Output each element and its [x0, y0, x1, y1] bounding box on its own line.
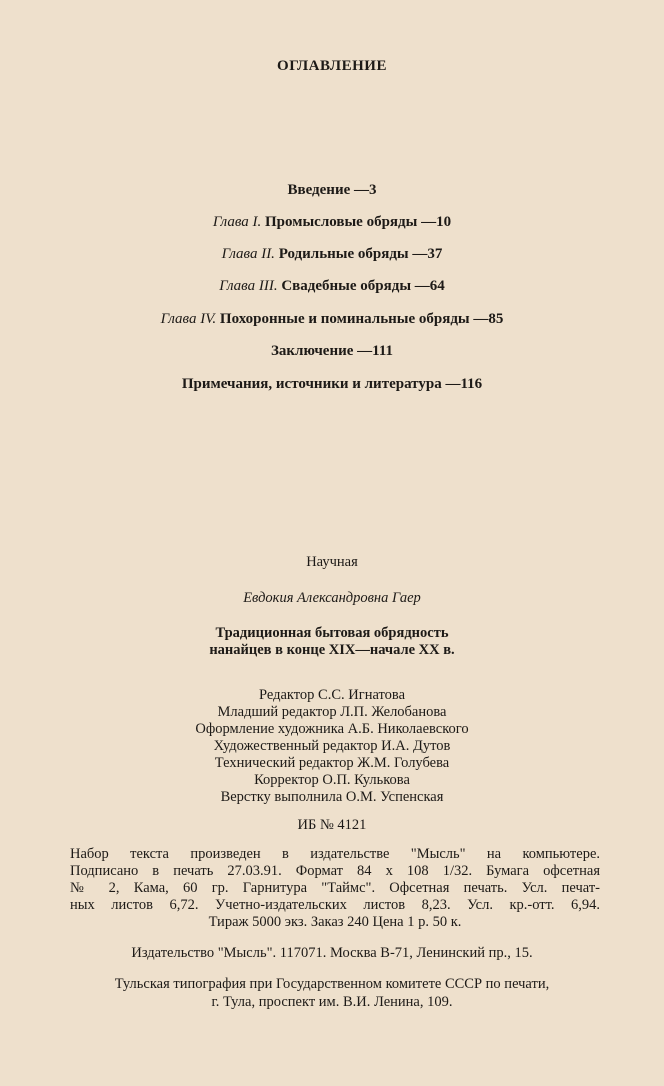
toc-chapter: Глава III. [219, 278, 278, 294]
book-title-line: Традиционная бытовая обрядность [215, 625, 449, 641]
credit-line: Оформление художника А.Б. Николаевского [195, 721, 469, 737]
book-title-line: нанайцев в конце XIX—начале XX в. [209, 642, 455, 658]
toc-title: ОГЛАВЛЕНИЕ [277, 58, 387, 74]
toc-chapter: Глава I. [212, 214, 262, 230]
printer-line: г. Тула, проспект им. В.И. Ленина, 109. [211, 994, 453, 1010]
credit-line: Редактор С.С. Игнатова [259, 687, 405, 703]
toc-entry [0, 343, 664, 360]
print-detail-line: Набор текста произведен в издательстве "Мысль" на компьютере. [70, 846, 600, 862]
toc-chapter: Глава IV. [160, 311, 217, 327]
toc-text: Родильные обряды —37 [278, 246, 443, 262]
publisher-address: Издательство "Мысль". 117071. Москва В-71, Ленинский пр., 15. [131, 945, 533, 961]
print-detail-line: Тираж 5000 экз. Заказ 240 Цена 1 р. 50 к. [208, 914, 462, 930]
toc-chapter: Глава II. [221, 246, 275, 262]
ib-number: ИБ № 4121 [297, 817, 367, 833]
toc-text: Примечания, источники и литература —116 [181, 376, 483, 392]
author-name: Евдокия Александровна Гаер [243, 590, 421, 606]
credit-line: Художественный редактор И.А. Дутов [213, 738, 451, 754]
print-details [70, 846, 600, 931]
credit-line: Младший редактор Л.П. Желобанова [217, 704, 447, 720]
toc-entry [0, 278, 664, 295]
credit-line: Верстку выполнила О.М. Успенская [220, 789, 444, 805]
toc-text: Свадебные обряды —64 [281, 278, 445, 294]
print-detail-line: № 2, Кама, 60 гр. Гарнитура "Таймс". Офсетная печать. Усл. печат- [70, 880, 600, 896]
credit-line: Корректор О.П. Кулькова [254, 772, 410, 788]
toc-text: Введение —3 [287, 182, 377, 198]
toc-text: Промысловые обряды —10 [265, 214, 452, 230]
printer-line: Тульская типография при Государственном комитете СССР по печати, [114, 976, 550, 992]
toc-text: Похоронные и поминальные обряды —85 [219, 311, 504, 327]
print-detail-line: ных листов 6,72. Учетно-издательских листов 8,23. Усл. кр.-отт. 6,94. [70, 897, 600, 913]
credit-line: Технический редактор Ж.М. Голубева [214, 755, 450, 771]
toc-entry [0, 311, 664, 328]
toc-entry [0, 246, 664, 263]
toc-entry [0, 376, 664, 393]
toc-entry [0, 214, 664, 231]
series-label: Научная [306, 554, 358, 570]
toc-text: Заключение —111 [270, 343, 394, 359]
toc-entry [0, 182, 664, 199]
print-detail-line: Подписано в печать 27.03.91. Формат 84 x 108 1/32. Бумага офсетная [70, 863, 600, 879]
